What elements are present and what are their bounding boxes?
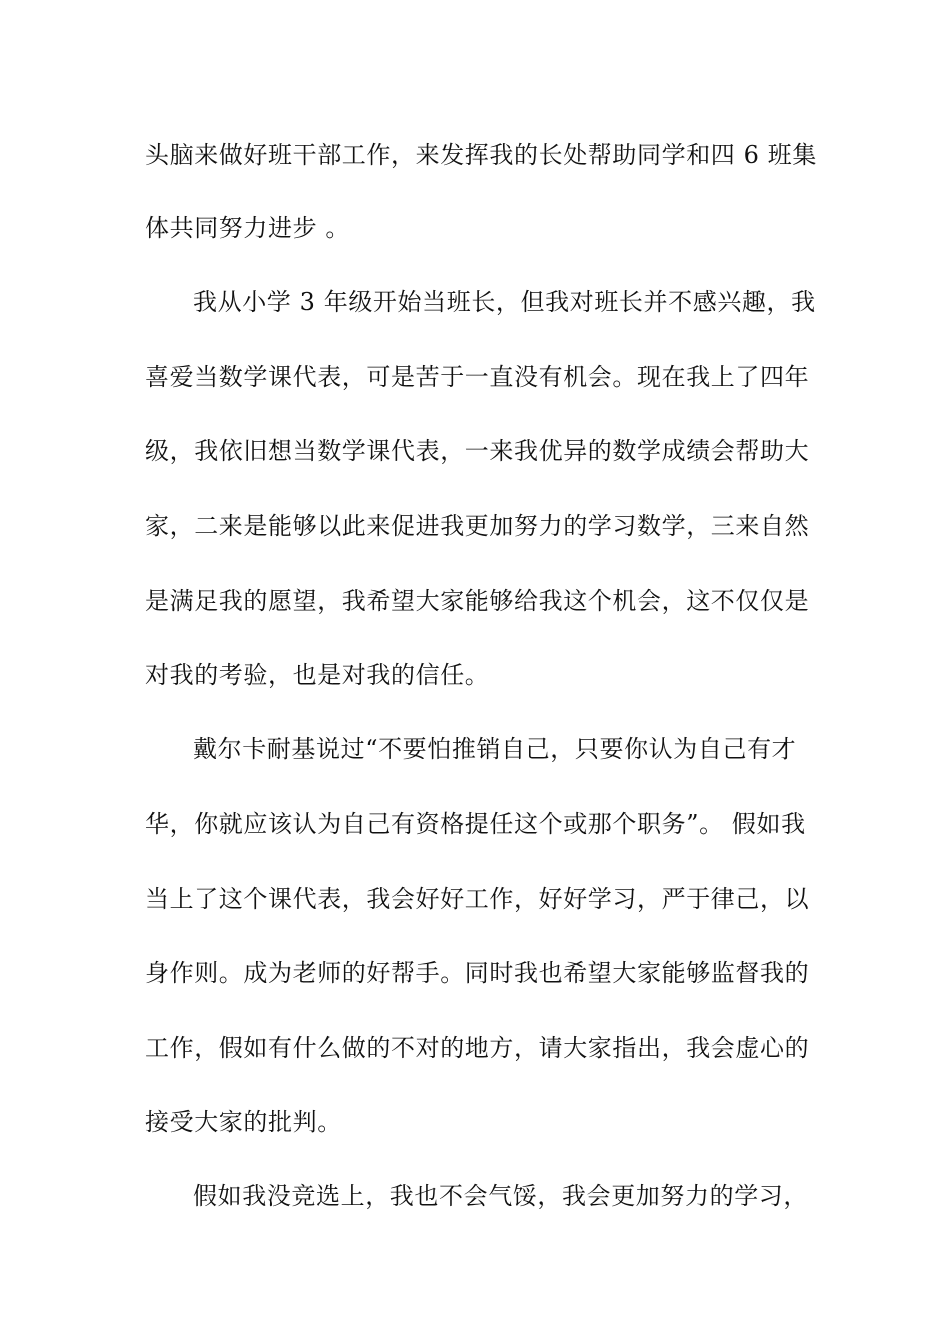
text-line: 接受大家的批判。 [145, 1108, 342, 1136]
paragraph-start-line: 我从小学 3 年级开始当班长，但我对班长并不感兴趣，我 [193, 288, 816, 316]
text-line: 工作，假如有什么做的不对的地方，请大家指出，我会虚心的 [145, 1034, 810, 1062]
text-line: 级，我依旧想当数学课代表，一来我优异的数学成绩会帮助大 [145, 437, 810, 465]
text-line: 是满足我的愿望，我希望大家能够给我这个机会，这不仅仅是 [145, 587, 810, 615]
text-line: 体共同努力进步 。 [145, 214, 351, 242]
paragraph-start-line: 戴尔卡耐基说过“不要怕推销自己，只要你认为自己有才 [193, 735, 797, 763]
text-line: 头脑来做好班干部工作，来发挥我的长处帮助同学和四 6 班集 [145, 141, 817, 169]
text-line: 对我的考验，也是对我的信任。 [145, 661, 490, 689]
text-line: 当上了这个课代表，我会好好工作，好好学习，严于律己，以 [145, 885, 810, 913]
paragraph-start-line: 假如我没竞选上，我也不会气馁，我会更加努力的学习， [193, 1182, 808, 1210]
text-line: 喜爱当数学课代表，可是苦于一直没有机会。现在我上了四年 [145, 363, 810, 391]
text-line: 华，你就应该认为自己有资格提任这个或那个职务”。 假如我 [145, 810, 806, 838]
text-line: 家，二来是能够以此来促进我更加努力的学习数学，三来自然 [145, 512, 810, 540]
text-line: 身作则。成为老师的好帮手。同时我也希望大家能够监督我的 [145, 959, 810, 987]
